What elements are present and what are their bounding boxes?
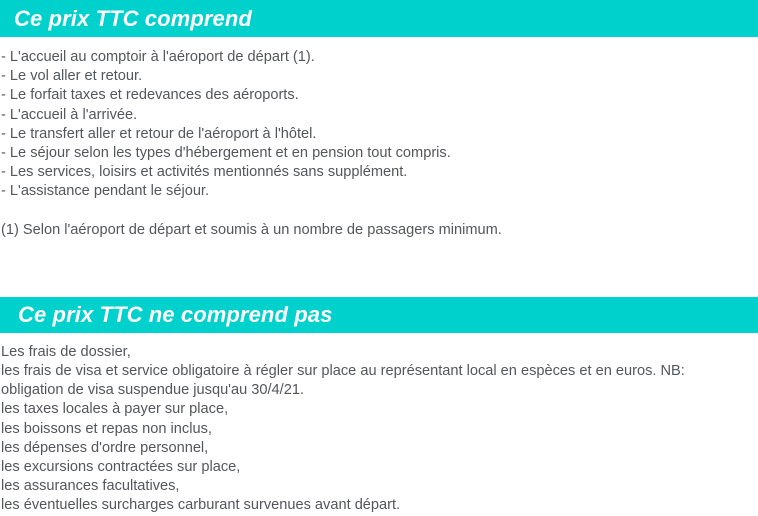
list-item: - L'accueil au comptoir à l'aéroport de départ (1).: [1, 49, 315, 65]
included-footnote: (1) Selon l'aéroport de départ et soumis à un nombre de passagers minimum.: [1, 221, 502, 238]
list-item: - L'accueil à l'arrivée.: [1, 106, 138, 123]
excluded-body: [0, 333, 758, 516]
list-item: - Le forfait taxes et redevances des aéroports.: [1, 87, 299, 104]
section-heading-included-label: Ce prix TTC comprend: [14, 5, 252, 31]
list-item: les excursions contractées sur place,: [1, 459, 241, 476]
included-body: [0, 37, 758, 240]
list-item: - Les services, loisirs et activités mentionnés sans supplément.: [1, 164, 408, 181]
list-item: les boissons et repas non inclus,: [1, 420, 212, 437]
list-item: les dépenses d'ordre personnel,: [1, 439, 209, 456]
list-item: Les frais de dossier,: [1, 343, 131, 360]
excluded-list: [1, 343, 758, 516]
section-heading-excluded: [0, 297, 758, 333]
list-item: - Le vol aller et retour.: [1, 68, 143, 85]
section-heading-excluded-label: Ce prix TTC ne comprend pas: [18, 301, 333, 327]
section-spacer: [0, 240, 758, 297]
list-item: les assurances facultatives,: [1, 478, 180, 495]
list-item: les éventuelles surcharges carburant survenues avant départ.: [1, 497, 401, 514]
list-item: - L'assistance pendant le séjour.: [1, 183, 210, 200]
list-item: les frais de visa et service obligatoire à régler sur place au représentant local en espèces et en euros. NB: obligation de visa suspendue jusqu'au 30/4/21.: [1, 363, 685, 399]
section-heading-included: [0, 0, 758, 37]
list-item: - Le transfert aller et retour de l'aéroport à l'hôtel.: [1, 125, 317, 142]
included-list: [1, 48, 758, 202]
list-item: les taxes locales à payer sur place,: [1, 401, 229, 418]
list-item: - Le séjour selon les types d'hébergement et en pension tout compris.: [1, 145, 451, 162]
